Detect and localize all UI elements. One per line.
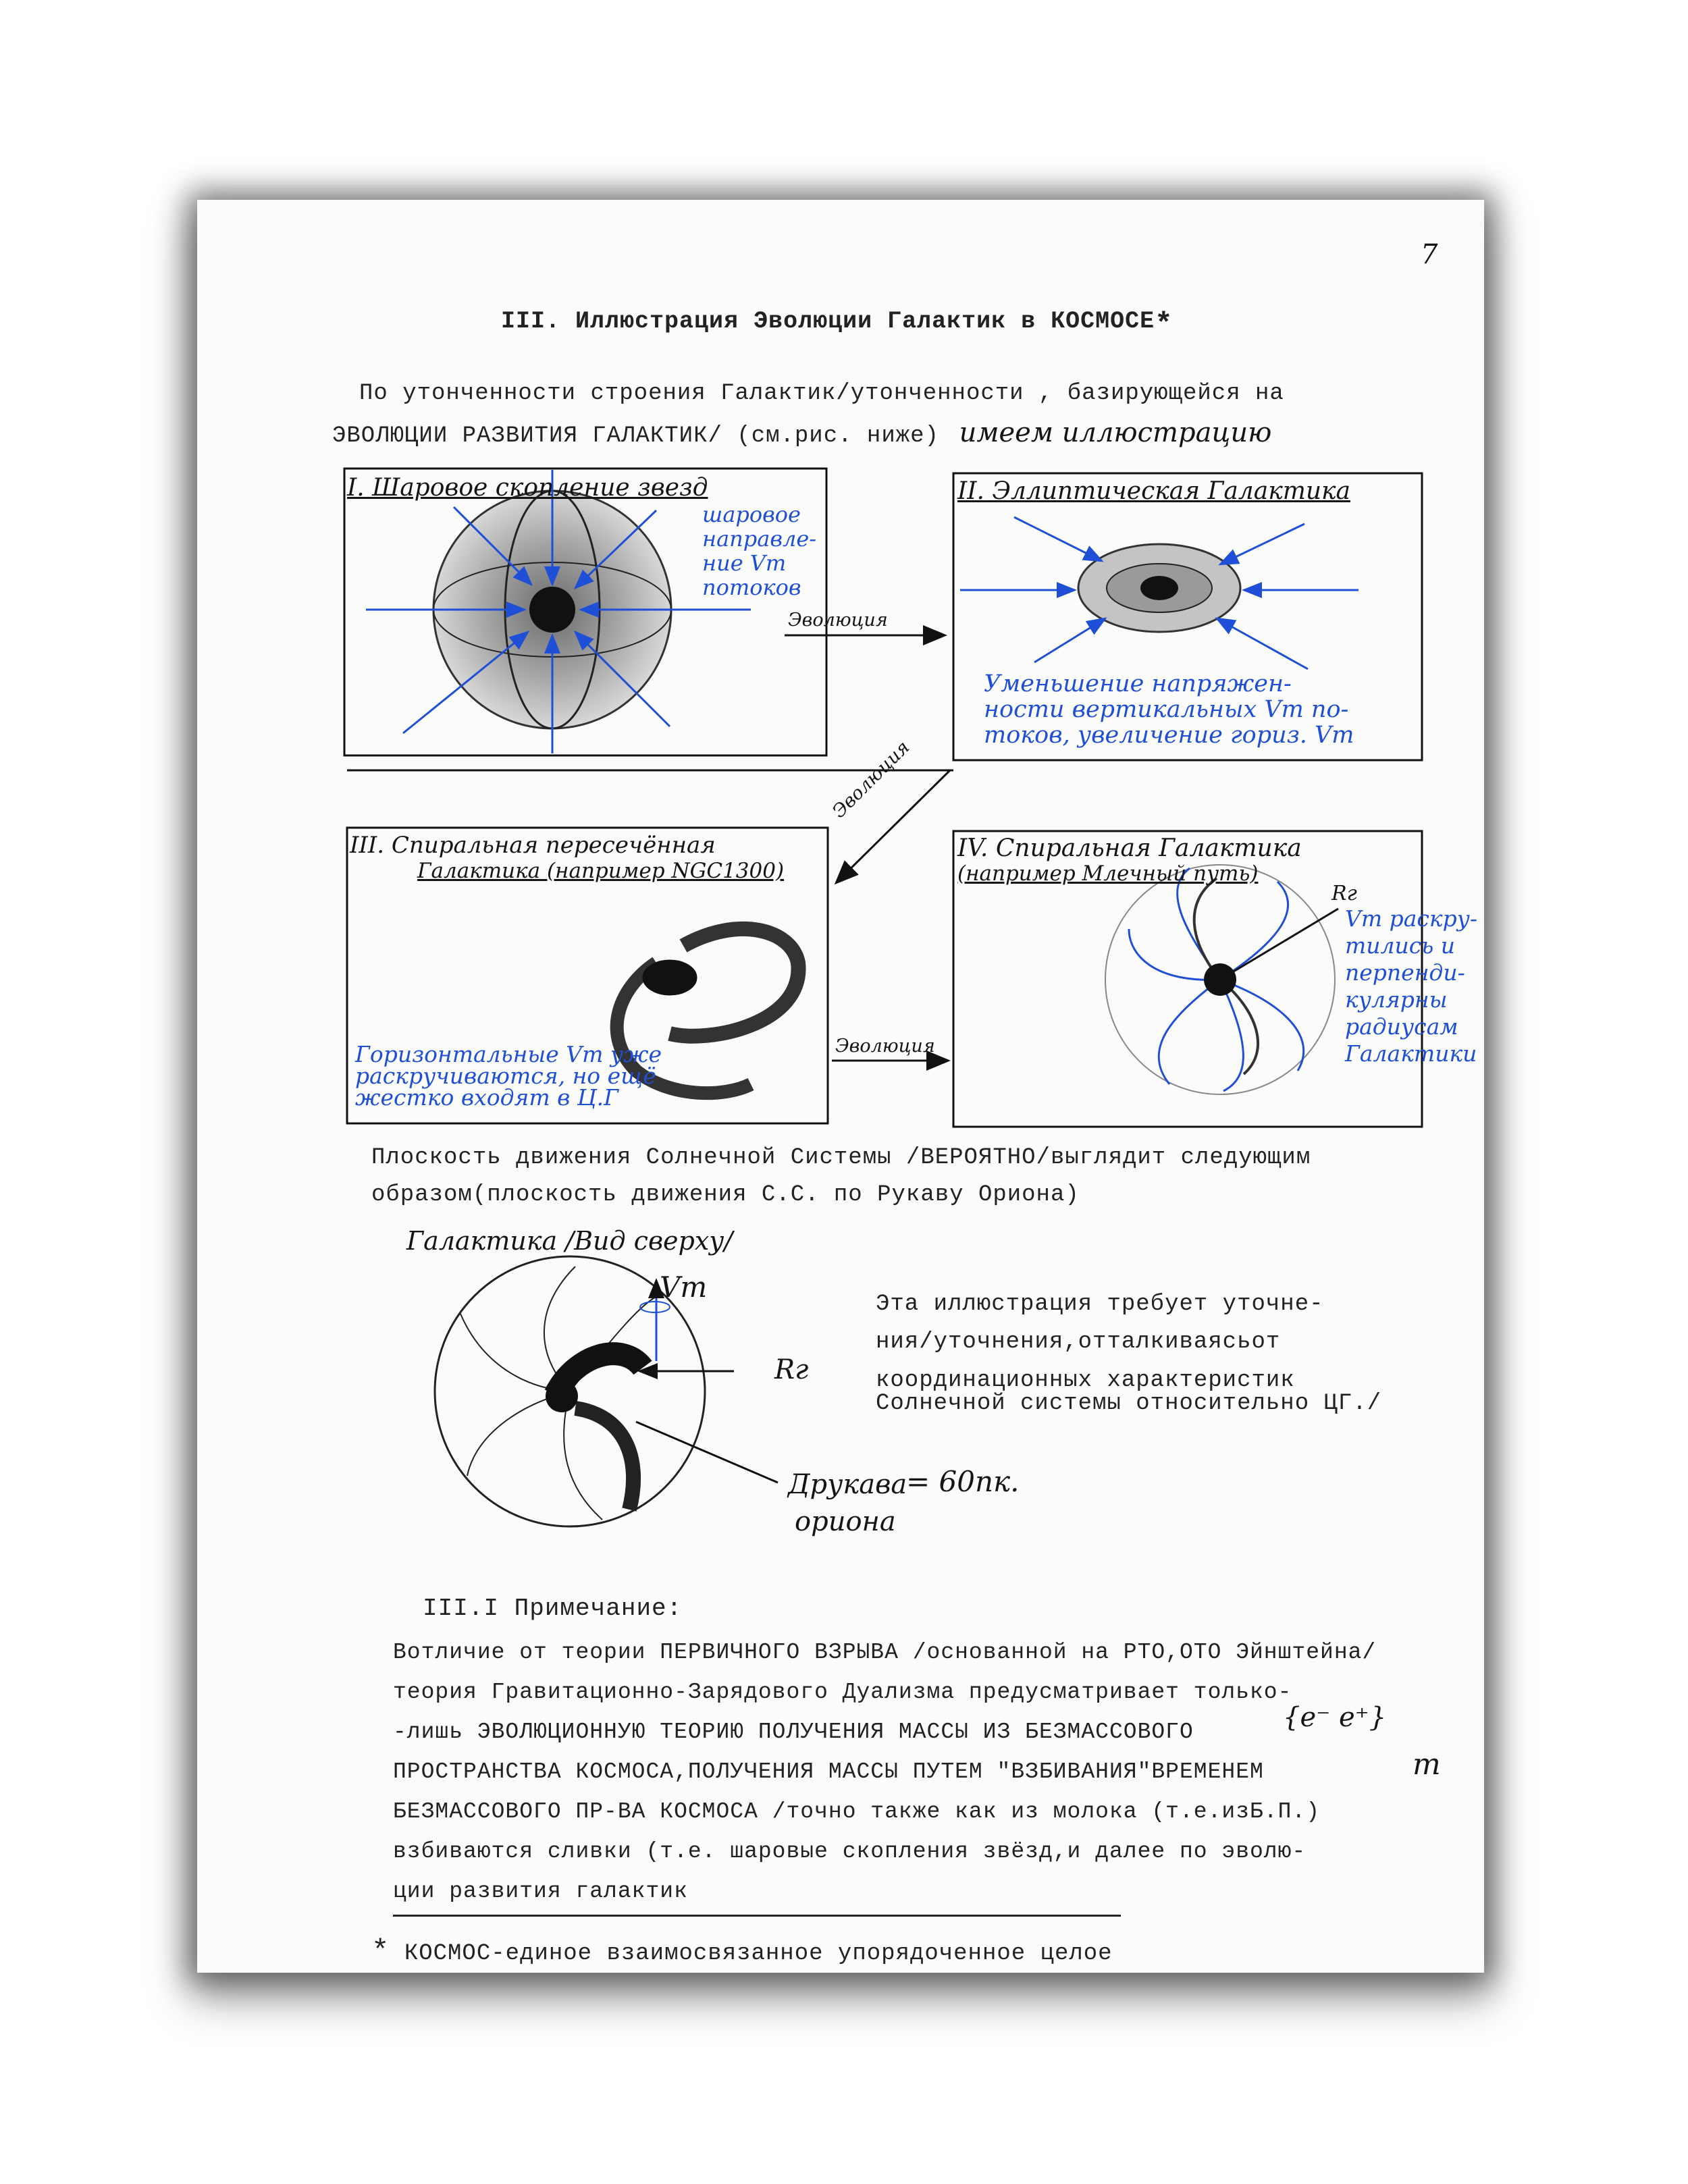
side-note-line: ния/уточнения,отталкиваясьот [876, 1329, 1281, 1355]
panel-2-note-line: токов, увеличение гориз. Vт [984, 722, 1354, 749]
side-note [876, 1285, 1381, 1415]
side-note-line: координационных характеристик [876, 1368, 1295, 1393]
panel-3-note-line: раскручиваются, но ещё [355, 1063, 656, 1089]
diagram-distance: = 60пк. [906, 1465, 1020, 1498]
footnote-word: КОСМОС [404, 1941, 492, 1967]
plane-line-1: Плоскость движения Солнечной Системы /ВЕРОЯТНО/выглядит следующим [371, 1145, 1311, 1171]
note-heading: III.I Примечание: [423, 1595, 683, 1622]
globular-cluster-drawing [366, 470, 751, 753]
diagram-rg-label: Rг [774, 1354, 809, 1385]
plane-line-2: образом(плоскость движения С.С. по Рукаву Ориона) [371, 1182, 1080, 1208]
note-line: -лишь ЭВОЛЮЦИОННУЮ ТЕОРИЮ ПОЛУЧЕНИЯ МАССЫ ИЗ БЕЗМАССОВОГО [393, 1720, 1194, 1744]
evolution-label-2: Эволюция [828, 737, 914, 822]
document-page [197, 200, 1484, 1973]
panel-3-note-line: жестко входят в Ц.Г [355, 1084, 618, 1111]
note-line: ПРОСТРАНСТВА КОСМОСА,ПОЛУЧЕНИЯ МАССЫ ПУТЕМ "ВЗБИВАНИЯ"ВРЕМЕНЕМ [393, 1759, 1264, 1784]
footnote-rule [393, 1915, 1121, 1917]
panel-4-note-line: Галактики [1345, 1040, 1477, 1067]
panel-4-note-line: тились и [1345, 932, 1456, 959]
panel-2-note [984, 671, 1354, 748]
panel-4-note-line: кулярны [1345, 986, 1448, 1013]
spiral-galaxy-drawing [1105, 865, 1338, 1094]
panel-4-rg-label: Rг [1331, 882, 1357, 905]
evolution-label-3: Эволюция [835, 1036, 935, 1057]
panel-2-note-line: ности вертикальных Vт по- [984, 696, 1349, 723]
panel-3-note [355, 1041, 662, 1111]
elliptical-galaxy-drawing [960, 517, 1359, 669]
galaxy-caption: Галактика /Вид сверху/ [406, 1226, 733, 1256]
formula-mass: m [1413, 1747, 1441, 1782]
panel-3-note-line: Горизонтальные Vт уже [355, 1041, 662, 1067]
panel-2-note-line: Уменьшение напряжен- [984, 670, 1292, 697]
formula-particles: {e⁻ e⁺} [1283, 1702, 1387, 1733]
note-line: теория Гравитационно-Зарядового Дуализма предусматривает только- [393, 1680, 1292, 1705]
evolution-arrows [785, 635, 950, 1061]
panel-4-note-line: перпенди- [1345, 959, 1465, 986]
panel-1-note-line: направле- [702, 526, 817, 552]
side-note-line: Эта иллюстрация требует уточне- [876, 1291, 1324, 1317]
intro-line-1: По утонченности строения Галактик/утонченности , базирующейся на [359, 381, 1284, 406]
note-line: взбиваются сливки (т.е. шаровые скопления звёзд,и далее по эволю- [393, 1839, 1307, 1864]
panel-1-note [702, 502, 816, 600]
panel-1-note-line: потоков [702, 575, 801, 600]
panel-4-note-line: Vт раскру- [1345, 905, 1478, 932]
diagram-arm-label-2: ориона [795, 1506, 896, 1537]
panel-2-title: II. Эллиптическая Галактика [957, 477, 1350, 505]
note-body [393, 1632, 1376, 1911]
title-asterisk: * [1155, 308, 1173, 342]
panel-3-title-2: Галактика (например NGC1300) [417, 859, 785, 883]
footnote-asterisk: * [371, 1935, 390, 1969]
panel-4-note-line: радиусам [1345, 1013, 1458, 1040]
panel-1-title: I. Шаровое скопление звезд [347, 474, 708, 502]
footnote-text: -единое взаимосвязанное упорядоченное целое [491, 1941, 1113, 1967]
note-line: ции развития галактик [393, 1879, 688, 1904]
panel-4-title-1: IV. Спиральная Галактика [957, 834, 1302, 862]
panel-1-note-line: ние Vт [702, 550, 787, 576]
panel-1-note-line: шаровое [702, 502, 801, 527]
panel-4-title-2: (например Млечный путь) [957, 861, 1259, 886]
evolution-label-1: Эволюция [788, 610, 888, 631]
footnote [371, 1935, 1113, 1969]
note-line: БЕЗМАССОВОГО ПР-ВА КОСМОСА /точно также как из молока (т.е.изБ.П.) [393, 1799, 1321, 1824]
intro-handwritten: имеем иллюстрацию [959, 417, 1272, 448]
note-line: Вотличие от теории ПЕРВИЧНОГО ВЗРЫВА /основанной на РТО,ОТО Эйнштейна/ [393, 1640, 1377, 1665]
page-title-text: III. Иллюстрация Эволюции Галактик в КОСМОСЕ [501, 308, 1155, 335]
panel-3-title-1: III. Спиральная пересечённая [350, 832, 716, 859]
intro-typed: ЭВОЛЮЦИИ РАЗВИТИЯ ГАЛАКТИК/ (см.рис. ниже) [332, 423, 939, 449]
panel-4-note [1345, 905, 1477, 1067]
side-note-line: Солнечной системы относительно ЦГ./ [876, 1391, 1382, 1416]
page-number: 7 [1421, 239, 1438, 270]
diagram-vm-label: Vт [660, 1271, 708, 1304]
diagram-arm-label: Друкава [788, 1469, 907, 1500]
